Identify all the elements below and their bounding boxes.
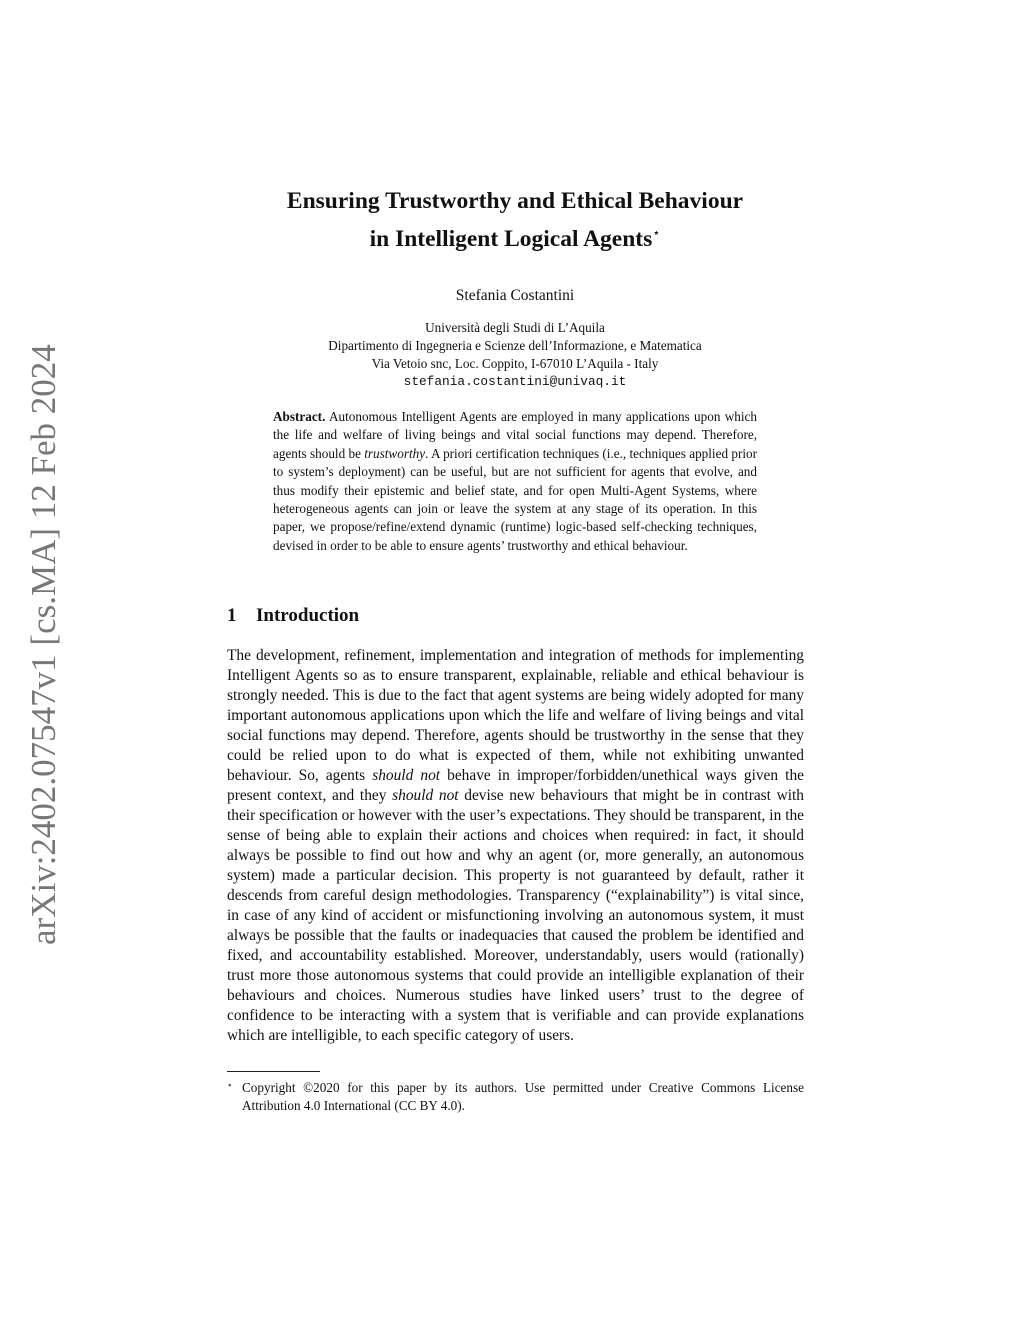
affiliation-address: Via Vetoio snc, Loc. Coppito, I-67010 L’Aquila - Italy — [371, 356, 659, 371]
title-line-1: Ensuring Trustworthy and Ethical Behaviour — [286, 188, 744, 214]
abstract — [273, 408, 757, 555]
emphasis-should-not-2: should not — [392, 787, 459, 804]
arxiv-identifier-stamp: arXiv:2402.07547v1 [cs.MA] 12 Feb 2024 — [24, 344, 63, 945]
title-footnote-marker: ⋆ — [652, 225, 661, 240]
copyright-footnote — [227, 1076, 804, 1116]
paragraph-text-part-3: devise new behaviours that might be in contrast with their specification or however with the user’s expectations. They should be transparent, in the sense of being able to explain their actions and choices when required: in fact, it should always be possible to find out how and why an agent (or, more generally, an autonomous system) made a particular decision. This property is not guaranteed by default, rather it descends from careful design methodologies. Transparency (“explainability”) is vital since, in case of any kind of accident or misfunctioning involving an autonomous system, it must always be possible that the faults or inadequacies that caused the problem be identified and fixed, and accountability established. Moreover, understandably, users would (rationally) trust more those autonomous systems that could provide an intelligible explanation of their behaviours and choices. Numerous studies have linked users’ trust to the degree of confidence to be interacting with a system that is verifiable and can provide explanations which are intelligible, to each specific category of users. — [227, 787, 804, 1044]
title-line-2: in Intelligent Logical Agents — [369, 226, 653, 252]
abstract-text-part-1: Autonomous Intelligent Agents are employed in many applications upon which the life and welfare of living beings and vital social functions may depend. Therefore, agents should be — [273, 409, 757, 461]
affiliation-department: Dipartimento di Ingegneria e Scienze dell’Informazione, e Matematica — [328, 338, 702, 353]
footnote-text: Copyright ©2020 for this paper by its authors. Use permitted under Creative Commons License Attribution 4.0 International (CC BY 4.0). — [242, 1080, 804, 1114]
section-heading-introduction — [227, 604, 359, 628]
paper-title — [215, 186, 815, 255]
abstract-label: Abstract. — [273, 409, 326, 424]
author-name: Stefania Costantini — [455, 287, 575, 304]
section-number: 1 — [227, 605, 237, 626]
emphasis-should-not-1: should not — [372, 767, 441, 784]
introduction-paragraph — [227, 646, 804, 1046]
paragraph-text-part-2: behave in improper/forbidden/unethical ways given the present context, and they — [227, 767, 804, 804]
paragraph-text-part-1: The development, refinement, implementation and integration of methods for implementing Intelligent Agents so as to ensure transparent, explainable, reliable and ethical behaviour is strongly needed. This is due to the fact that agent systems are being widely adopted for many important autonomous applications upon which the life and welfare of living beings and vital social functions may depend. Therefore, agents should be trustworthy in the sense that they could be relied upon to do what is expected of them, while not exhibiting unwanted behaviour. So, agents — [227, 647, 804, 784]
section-title: Introduction — [256, 605, 360, 626]
footnote-divider — [227, 1071, 320, 1072]
abstract-emphasis: trustworthy — [364, 445, 426, 461]
affiliation-block — [215, 319, 815, 391]
author-email: stefania.costantini@univaq.it — [403, 374, 627, 389]
affiliation-university: Università degli Studi di L’Aquila — [425, 320, 605, 335]
footnote-marker: ⋆ — [227, 1080, 233, 1090]
abstract-text-part-2: . A priori certification techniques (i.e., techniques applied prior to system’s deployment) can be useful, but are not sufficient for agents that evolve, and thus modify their epistemic and belief state, and for open Multi-Agent Systems, where heterogeneous agents can join or leave the system at any stage of its operation. In this paper, we propose/refine/extend dynamic (runtime) logic-based self-checking techniques, devised in order to be able to ensure agents’ trustworthy and ethical behaviour. — [273, 445, 757, 553]
